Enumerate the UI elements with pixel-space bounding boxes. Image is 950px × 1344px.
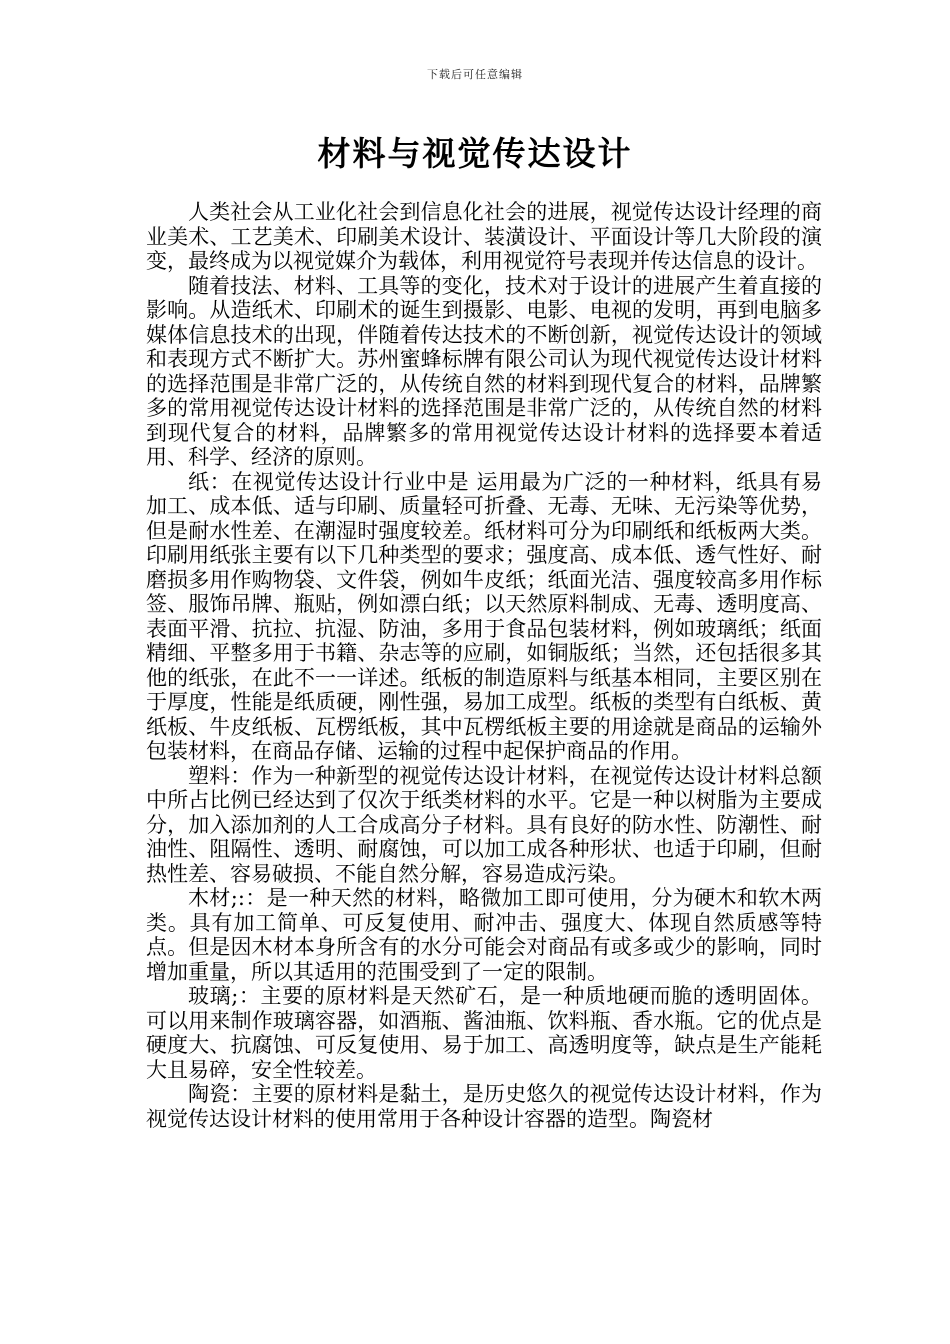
- paragraph-wood: 木材;:：是一种天然的材料，略微加工即可使用，分为硬木和软木两类。具有加工简单、可反复使用、耐冲击、强度大、体现自然质感等特点。但是因木材本身所含有的水分可能会对商品有或多或少的影响，同时增加重量，所以其适用的范围受到了一定的限制。: [146, 886, 822, 984]
- document-body: [146, 200, 822, 1131]
- paragraph-glass: 玻璃;：主要的原材料是天然矿石，是一种质地硬而脆的透明固体。可以用来制作玻璃容器，如酒瓶、酱油瓶、饮料瓶、香水瓶。它的优点是硬度大、抗腐蚀、可反复使用、易于加工、高透明度等，缺点是生产能耗大且易碎，安全性较差。: [146, 984, 822, 1082]
- paragraph-intro: 人类社会从工业化社会到信息化社会的进展，视觉传达设计经理的商业美术、工艺美术、印刷美术设计、装潢设计、平面设计等几大阶段的演变，最终成为以视觉媒介为载体，利用视觉符号表现并传达信息的设计。: [146, 200, 822, 273]
- paragraph-paper: 纸：在视觉传达设计行业中是 运用最为广泛的一种材料，纸具有易加工、成本低、适与印刷、质量轻可折叠、无毒、无味、无污染等优势，但是耐水性差、在潮湿时强度较差。纸材料可分为印刷纸和纸板两大类。印刷用纸张主要有以下几种类型的要求；强度高、成本低、透气性好、耐磨损多用作购物袋、文件袋，例如牛皮纸；纸面光洁、强度较高多用作标签、服饰吊牌、瓶贴，例如漂白纸；以天然原料制成、无毒、透明度高、表面平滑、抗拉、抗湿、防油，多用于食品包装材料，例如玻璃纸；纸面精细、平整多用于书籍、杂志等的应刷，如铜版纸；当然，还包括很多其他的纸张，在此不一一详述。纸板的制造原料与纸基本相同，主要区别在于厚度，性能是纸质硬，刚性强，易加工成型。纸板的类型有白纸板、黄纸板、牛皮纸板、瓦楞纸板，其中瓦楞纸板主要的用途就是商品的运输外包装材料，在商品存储、运输的过程中起保护商品的作用。: [146, 469, 822, 763]
- document-title: 材料与视觉传达设计: [317, 134, 633, 173]
- paragraph-plastic: 塑料：作为一种新型的视觉传达设计材料，在视觉传达设计材料总额中所占比例已经达到了仅次于纸类材料的水平。它是一种以树脂为主要成分，加入添加剂的人工合成高分子材料。具有良好的防水性、防潮性、耐油性、阻隔性、透明、耐腐蚀，可以加工成各种形状、也适于印刷，但耐热性差、容易破损、不能自然分解，容易造成污染。: [146, 763, 822, 886]
- paragraph-ceramic: 陶瓷：主要的原材料是黏土，是历史悠久的视觉传达设计材料，作为视觉传达设计材料的使用常用于各种设计容器的造型。陶瓷材: [146, 1082, 822, 1131]
- header-note: 下载后可任意编辑: [427, 68, 523, 81]
- paragraph-technology: 随着技法、材料、工具等的变化，技术对于设计的进展产生着直接的影响。从造纸术、印刷术的诞生到摄影、电影、电视的发明，再到电脑多媒体信息技术的出现，伴随着传达技术的不断创新，视觉传达设计的领域和表现方式不断扩大。苏州蜜蜂标牌有限公司认为现代视觉传达设计材料的选择范围是非常广泛的，从传统自然的材料到现代复合的材料，品牌繁多的常用视觉传达设计材料的选择范围是非常广泛的，从传统自然的材料到现代复合的材料，品牌繁多的常用视觉传达设计材料的选择要本着适用、科学、经济的原则。: [146, 273, 822, 469]
